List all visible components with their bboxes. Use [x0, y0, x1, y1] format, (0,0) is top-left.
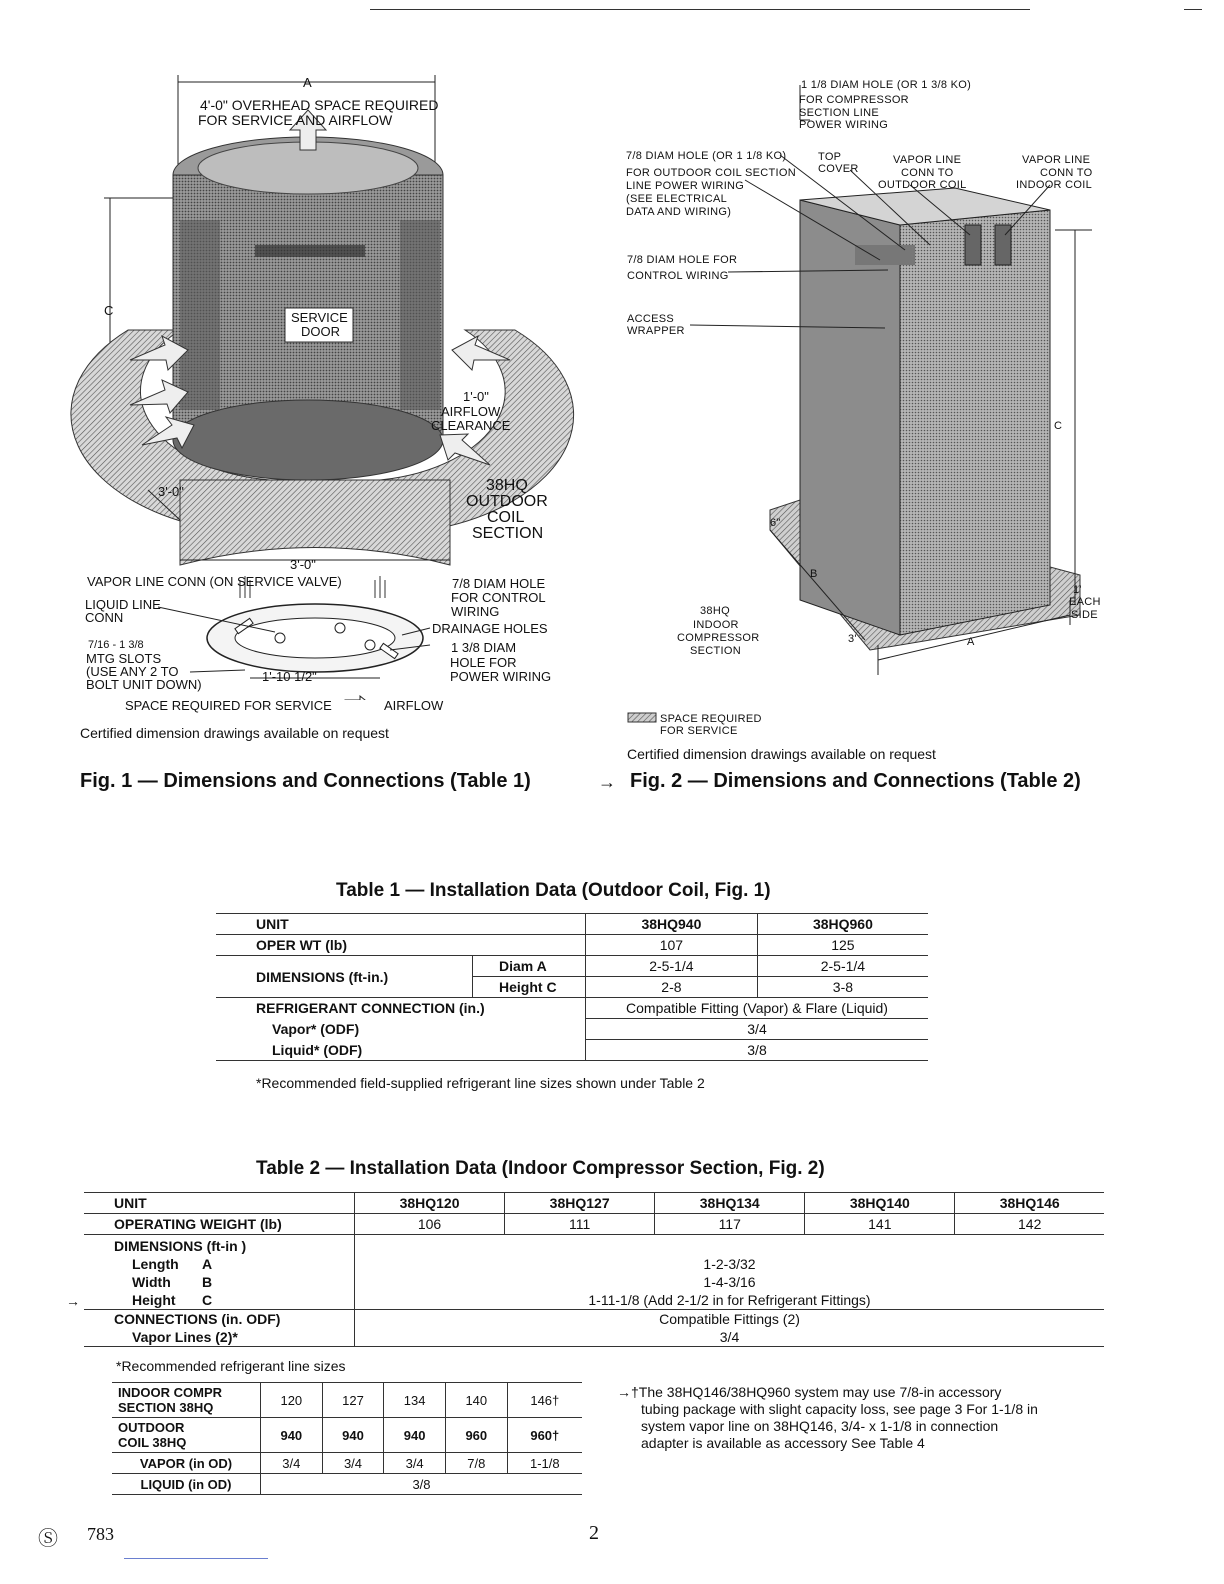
fig2-unit-1: 38HQ — [700, 605, 730, 617]
line-size-indoor-label-1: INDOOR COMPR — [118, 1385, 222, 1400]
table2-connections-values — [355, 1310, 1105, 1347]
table2-row-dimensions — [84, 1235, 1104, 1310]
line-size-outdoor-label — [112, 1418, 261, 1453]
table1-row-refrig — [216, 998, 928, 1019]
table1-height: 3-8 — [757, 977, 928, 998]
table2-height-row — [114, 1291, 354, 1309]
line-size-vapor: 1-1/8 — [507, 1453, 582, 1474]
table1-footnote: *Recommended field-supplied refrigerant line sizes shown under Table 2 — [256, 1075, 705, 1091]
line-size-vapor: 3/4 — [384, 1453, 446, 1474]
fig2-ctrl-1: 7/8 DIAM HOLE FOR — [627, 254, 738, 266]
table2-vapor-label: Vapor Lines (2)* — [132, 1329, 238, 1345]
table2-row-unit — [84, 1193, 1104, 1214]
line-size-outdoor: 960 — [445, 1418, 507, 1453]
fig1-pwr-hole-2: HOLE FOR — [450, 655, 517, 670]
table1-unit-label: UNIT — [216, 914, 586, 935]
fig2-coil-hole-2: FOR OUTDOOR COIL SECTION — [626, 167, 796, 179]
fig1-mtg-label-3: (USE ANY 2 TO — [86, 664, 179, 679]
table1-oper-wt-label: OPER WT (lb) — [216, 935, 586, 956]
fig2-arrow-marker: → — [598, 772, 616, 792]
table2-width-value: 1-4-3/16 — [703, 1274, 756, 1290]
fig2-unit-3: COMPRESSOR — [677, 632, 760, 644]
line-size-vapor-label: VAPOR (in OD) — [112, 1453, 261, 1474]
fig1-liquid-label-1: LIQUID LINE — [85, 597, 161, 612]
table1-oper-wt: 107 — [586, 935, 758, 956]
fig2-comp-hole-4: POWER WIRING — [799, 119, 889, 131]
accessory-note-line: adapter is available as accessory See Table 4 — [641, 1435, 925, 1451]
accessory-note-line: tubing package with slight capacity loss, see page 3 For 1-1/8 in — [641, 1401, 1038, 1417]
fig1-overhead-label-2: FOR SERVICE AND AIRFLOW — [198, 112, 393, 128]
table1-dimensions-label: DIMENSIONS (ft-in.) — [216, 956, 473, 998]
table2-length-label: Length — [132, 1256, 179, 1272]
fig2-vap-in-2: CONN TO — [1040, 167, 1093, 179]
page-number: 2 — [589, 1522, 599, 1544]
table2-length-letter: A — [202, 1256, 213, 1272]
table2-connections-label: CONNECTIONS (in. ODF) — [114, 1311, 281, 1327]
fig1-overhead-label-1: 4'-0" OVERHEAD SPACE REQUIRED — [200, 97, 439, 113]
table2-dimensions-values — [355, 1235, 1105, 1310]
fig2-top-cover-1: TOP — [818, 151, 842, 163]
fig2-dim-a: A — [967, 636, 975, 648]
table1-oper-wt: 125 — [757, 935, 928, 956]
table2-footnote: *Recommended refrigerant line sizes — [116, 1358, 346, 1374]
table1-vapor-label: Vapor* (ODF) — [216, 1019, 586, 1040]
fig2-dim-3ft: 3' — [848, 633, 857, 645]
table1-row-liquid — [216, 1040, 928, 1061]
table2-row-connections — [84, 1310, 1104, 1347]
table2-connections-cell — [84, 1310, 355, 1347]
line-size-indoor-label — [112, 1383, 261, 1418]
accessory-note-line: system vapor line on 38HQ146, 3/4- x 1-1/8 in connection — [641, 1418, 999, 1434]
fig1-dim-3ft-bottom: 3'-0" — [290, 557, 316, 572]
line-size-outdoor-label-2: COIL 38HQ — [118, 1435, 187, 1450]
table1-title: Table 1 — Installation Data (Outdoor Coil, Fig. 1) — [336, 880, 771, 901]
top-rule-right — [1184, 9, 1202, 10]
line-size-indoor: 127 — [322, 1383, 384, 1418]
fig2-ctrl-2: CONTROL WIRING — [627, 270, 729, 282]
table2-height-label: Height — [132, 1292, 176, 1308]
fig1-note: Certified dimension drawings available on request — [80, 725, 389, 741]
fig2-comp-hole-2: FOR COMPRESSOR — [799, 94, 909, 106]
line-size-table — [112, 1382, 582, 1495]
table2-width-label: Width — [132, 1274, 171, 1290]
table2-height-letter: C — [202, 1292, 213, 1308]
table1-model: 38HQ940 — [586, 914, 758, 935]
fig2-coil-hole-1: 7/8 DIAM HOLE (OR 1 1/8 KO) — [626, 150, 787, 162]
table1-row-vapor — [216, 1019, 928, 1040]
fig2-coil-hole-4: (SEE ELECTRICAL — [626, 193, 728, 205]
fig1-airflow-1: 1'-0" — [463, 389, 489, 404]
table2-oper-wt-label: OPERATING WEIGHT (lb) — [84, 1214, 355, 1235]
fig2-wrap-2: WRAPPER — [627, 325, 685, 337]
footer-code: 783 — [87, 1524, 114, 1544]
line-size-indoor-label-2: SECTION 38HQ — [118, 1400, 214, 1415]
fig2-each-3: SIDE — [1071, 609, 1098, 621]
table2-row-weight — [84, 1214, 1104, 1235]
fig2-dim-6in: 6" — [770, 517, 781, 529]
fig2-legend-2: FOR SERVICE — [660, 725, 738, 737]
fig2-legend-1: SPACE REQUIRED — [660, 713, 762, 725]
footer-blue-rule — [124, 1558, 268, 1559]
fig1-ctrl-hole-3: WIRING — [451, 604, 500, 619]
line-size-indoor: 140 — [445, 1383, 507, 1418]
fig1-mtg-label-2: MTG SLOTS — [86, 651, 162, 666]
fig1-drainage: DRAINAGE HOLES — [432, 621, 548, 636]
fig1-dim-3ft-left: 3'-0" — [158, 484, 184, 499]
fig1-dim-a: A — [303, 75, 312, 90]
table2-oper-wt: 117 — [655, 1214, 805, 1235]
table2-oper-wt: 111 — [505, 1214, 655, 1235]
fig1-liquid-label-2: CONN — [85, 610, 124, 625]
fig2-each-1: 1' — [1073, 584, 1082, 596]
table2-change-arrow: → — [66, 1293, 80, 1309]
table1-height: 2-8 — [586, 977, 758, 998]
table2-model: 38HQ120 — [355, 1193, 505, 1214]
table1 — [216, 913, 928, 1061]
table1-diam-label: Diam A — [473, 956, 586, 977]
line-size-indoor: 146† — [507, 1383, 582, 1418]
line-size-vapor: 3/4 — [322, 1453, 384, 1474]
fig1-pwr-hole-1: 1 3/8 DIAM — [451, 640, 517, 655]
table1-height-label: Height C — [473, 977, 586, 998]
fig2-top-cover-2: COVER — [818, 163, 859, 175]
fig2-comp-hole-3: SECTION LINE — [799, 107, 880, 119]
table1-row-unit — [216, 914, 928, 935]
fig1-airflow-3: CLEARANCE — [431, 418, 511, 433]
table2 — [84, 1192, 1104, 1347]
table2-width-letter: B — [202, 1274, 213, 1290]
table2-oper-wt: 142 — [955, 1214, 1104, 1235]
table1-model: 38HQ960 — [757, 914, 928, 935]
fig1-pwr-hole-3: POWER WIRING — [450, 669, 552, 684]
table2-length-row — [114, 1255, 354, 1273]
line-size-row-outdoor — [112, 1418, 582, 1453]
table1-refrig-label: REFRIGERANT CONNECTION (in.) — [216, 998, 586, 1019]
fig2-unit-2: INDOOR — [693, 619, 739, 631]
table2-dimensions-cell — [84, 1235, 355, 1310]
table2-model: 38HQ140 — [805, 1193, 955, 1214]
fig2-vap-in-1: VAPOR LINE — [1022, 154, 1091, 166]
fig2-wrap-1: ACCESS — [627, 313, 675, 325]
fig2-vap-in-3: INDOOR COIL — [1016, 179, 1093, 191]
fig1-legend-airflow: AIRFLOW — [384, 698, 444, 713]
line-size-liquid: 3/8 — [261, 1474, 583, 1495]
table2-model: 38HQ146 — [955, 1193, 1104, 1214]
fig2-vap-out-1: VAPOR LINE — [893, 154, 962, 166]
table2-height-value: 1-11-1/8 (Add 2-1/2 in for Refrigerant Fittings) — [588, 1292, 871, 1308]
table2-oper-wt: 106 — [355, 1214, 505, 1235]
table2-model: 38HQ134 — [655, 1193, 805, 1214]
fig1-service-door-2: DOOR — [301, 324, 340, 339]
fig2-vap-out-3: OUTDOOR COIL — [878, 179, 967, 191]
line-size-indoor: 120 — [261, 1383, 323, 1418]
fig2-coil-hole-5: DATA AND WIRING) — [626, 206, 732, 218]
fig1-unit-label-4: SECTION — [472, 525, 544, 542]
fig1-unit-label-2: OUTDOOR — [466, 493, 548, 510]
table2-unit-label: UNIT — [84, 1193, 355, 1214]
table1-liquid-value: 3/8 — [586, 1040, 929, 1061]
table1-liquid-label: Liquid* (ODF) — [216, 1040, 586, 1061]
line-size-row-indoor — [112, 1383, 582, 1418]
fig2-unit-4: SECTION — [690, 645, 741, 657]
line-size-row-liquid — [112, 1474, 582, 1495]
footer-symbol: Ⓢ — [38, 1528, 58, 1550]
line-size-outdoor: 940 — [322, 1418, 384, 1453]
fig1-vapor-conn-label: VAPOR LINE CONN (ON SERVICE VALVE) — [87, 574, 342, 589]
table2-width-row — [114, 1273, 354, 1291]
line-size-outdoor: 940 — [261, 1418, 323, 1453]
table2-fittings-value: Compatible Fittings (2) — [659, 1311, 800, 1327]
fig1-ctrl-hole-2: FOR CONTROL — [451, 590, 546, 605]
table1-diam: 2-5-1/4 — [586, 956, 758, 977]
line-size-outdoor-label-1: OUTDOOR — [118, 1420, 185, 1435]
fig1-unit-label-1: 38HQ — [486, 477, 528, 494]
line-size-liquid-label: LIQUID (in OD) — [112, 1474, 261, 1495]
table2-model: 38HQ127 — [505, 1193, 655, 1214]
fig2-dim-c: C — [1054, 420, 1063, 432]
fig2-vap-out-2: CONN TO — [901, 167, 954, 179]
line-size-indoor: 134 — [384, 1383, 446, 1418]
fig2-comp-hole-1: 1 1/8 DIAM HOLE (OR 1 3/8 KO) — [801, 79, 972, 91]
fig1-caption: Fig. 1 — Dimensions and Connections (Table 1) — [80, 770, 531, 792]
table1-row-diam — [216, 956, 928, 977]
fig1-airflow-2: AIRFLOW — [441, 404, 501, 419]
fig2-note: Certified dimension drawings available on request — [627, 746, 936, 762]
fig1-dim-c: C — [104, 303, 114, 318]
table2-title: Table 2 — Installation Data (Indoor Compressor Section, Fig. 2) — [256, 1158, 825, 1179]
table2-dimensions-label: DIMENSIONS (ft-in ) — [114, 1238, 247, 1254]
fig1-mtg-label-1: 7/16 - 1 3/8 — [88, 639, 144, 651]
accessory-note-line: →†The 38HQ146/38HQ960 system may use 7/8-in accessory — [617, 1384, 1002, 1400]
top-rule — [370, 9, 1030, 10]
fig2-dim-b: B — [810, 568, 818, 580]
fig2-coil-hole-3: LINE POWER WIRING — [626, 180, 745, 192]
line-size-outdoor: 960† — [507, 1418, 582, 1453]
table1-vapor-value: 3/4 — [586, 1019, 929, 1040]
table1-diam: 2-5-1/4 — [757, 956, 928, 977]
fig1-service-door-1: SERVICE — [291, 310, 348, 325]
line-size-outdoor: 940 — [384, 1418, 446, 1453]
fig2-each-2: EACH — [1069, 596, 1101, 608]
line-size-vapor: 3/4 — [261, 1453, 323, 1474]
line-size-row-vapor — [112, 1453, 582, 1474]
fig1-legend-service: SPACE REQUIRED FOR SERVICE — [125, 698, 332, 713]
fig1-ctrl-hole-1: 7/8 DIAM HOLE — [452, 576, 546, 591]
fig2-caption: Fig. 2 — Dimensions and Connections (Table 2) — [630, 770, 1081, 792]
table2-oper-wt: 141 — [805, 1214, 955, 1235]
fig1-mtg-label-4: BOLT UNIT DOWN) — [86, 677, 202, 692]
fig1-unit-label-3: COIL — [487, 509, 525, 526]
table2-vapor-value: 3/4 — [719, 1329, 740, 1345]
table1-refrig-value: Compatible Fitting (Vapor) & Flare (Liquid) — [586, 998, 929, 1019]
fig1-dim-base: 1'-10 1/2" — [262, 669, 317, 684]
line-size-vapor: 7/8 — [445, 1453, 507, 1474]
table2-length-value: 1-2-3/32 — [703, 1256, 756, 1272]
table1-row-weight — [216, 935, 928, 956]
